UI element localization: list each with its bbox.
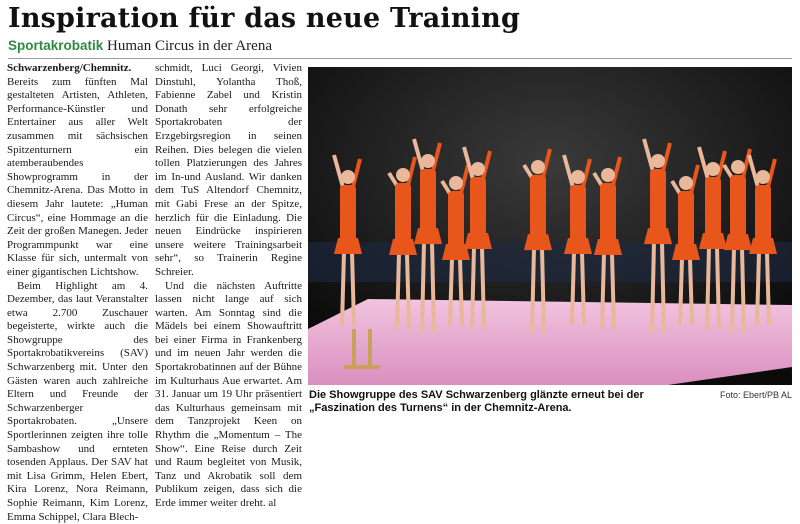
article-paragraph: Und die nächsten Auftritte lassen nicht lange auf sich warten. Am Sonntag sind die Mädels bei einem Showauftritt bei einer Firma in Frankenberg und im neuen Jahr werden die Sportakrobatinnen auf der Bühne im Kulturhaus Aue erwartet. Am 31. Januar um 19 Uhr präsentiert das Kulturhaus gemeinsam mit dem Tanzprojekt Keen on Rhythm die „Momentum – The Show“. Eine Reise durch Zeit und Raum begleitet von Musik, Tanz und Akrobatik soll dem Publikum zeigen, dass sich die Erde immer weiter dreht. al [155, 280, 302, 511]
showgroup-photo-illustration [308, 67, 792, 385]
article-kicker: Sportakrobatik [8, 38, 103, 53]
article-dateline: Schwarzenberg/Chemnitz. [7, 62, 148, 76]
article-paragraph: Beim Highlight am 4. Dezember, das laut Veranstalter etwa 2.700 Zuschauer begeisterte, wirkte auch die Showgruppe des Sportakrobatikvereins (SAV) Schwarzenberg mit. Unter den Gästen waren auch zahlreiche Eltern und Freunde der Schwarzenberger Sportakrobaten. „Unsere Sportlerinnen zeigten ihre tolle Sambashow und ernteten tosenden Applaus. Der SAV hat mit Lisa Grimm, Helen Ebert, Kira Lorenz, Nora Reimann, Sophie Reimann, Kim Lorenz, Emma Schippel, Clara Blech- [7, 280, 148, 524]
article-paragraph: schmidt, Luci Georgi, Vivien Dinstuhl, Yolantha Thoß, Fabienne Zabel und Kristin Donath sehr erfolgreiche Sportakrobaten der Erzgebirgsregion in seinen Reihen. Dies belegen die vielen tollen Platzierungen des Jahres im In-und Ausland. Wir danken dem TuS Altendorf Chemnitz, mit Gabi Frese an der Spitze, herzlich für die Einladung. Die neuen Eindrücke inspirieren unsere weitere Trainingsarbeit sehr“, so Trainerin Regine Schreier. [155, 62, 302, 280]
article-subheadline: Human Circus in der Arena [107, 38, 272, 54]
article-headline: Inspiration für das neue Training [8, 2, 520, 36]
article-column-2 [155, 62, 302, 511]
photo-credit: Foto: Ebert/PB AL [720, 390, 792, 400]
photo-caption: Die Showgruppe des SAV Schwarzenberg glänzte erneut bei der „Faszination des Turnens“ in der Chemnitz-Arena. [309, 389, 649, 415]
article-subheadline-row [8, 37, 272, 55]
header-rule [8, 58, 792, 59]
article-column-1 [7, 62, 148, 524]
article-photo [308, 67, 792, 385]
article-paragraph: Bereits zum fünften Mal gestalteten Artisten, Athleten, Performance-Künstler und Entertainer aus aller Welt zusammen mit sächsischen Spitzenturnern ein atemberaubendes Showprogramm in der Chemnitz-Arena. Das Motto in diesem Jahr lautete: „Human Circus“, eine Hommage an die Zeit der großen Manegen. Jeder Programmpunkt war eine Klasse für sich, untermalt von einer gigantischen Lichtshow. [7, 76, 148, 280]
